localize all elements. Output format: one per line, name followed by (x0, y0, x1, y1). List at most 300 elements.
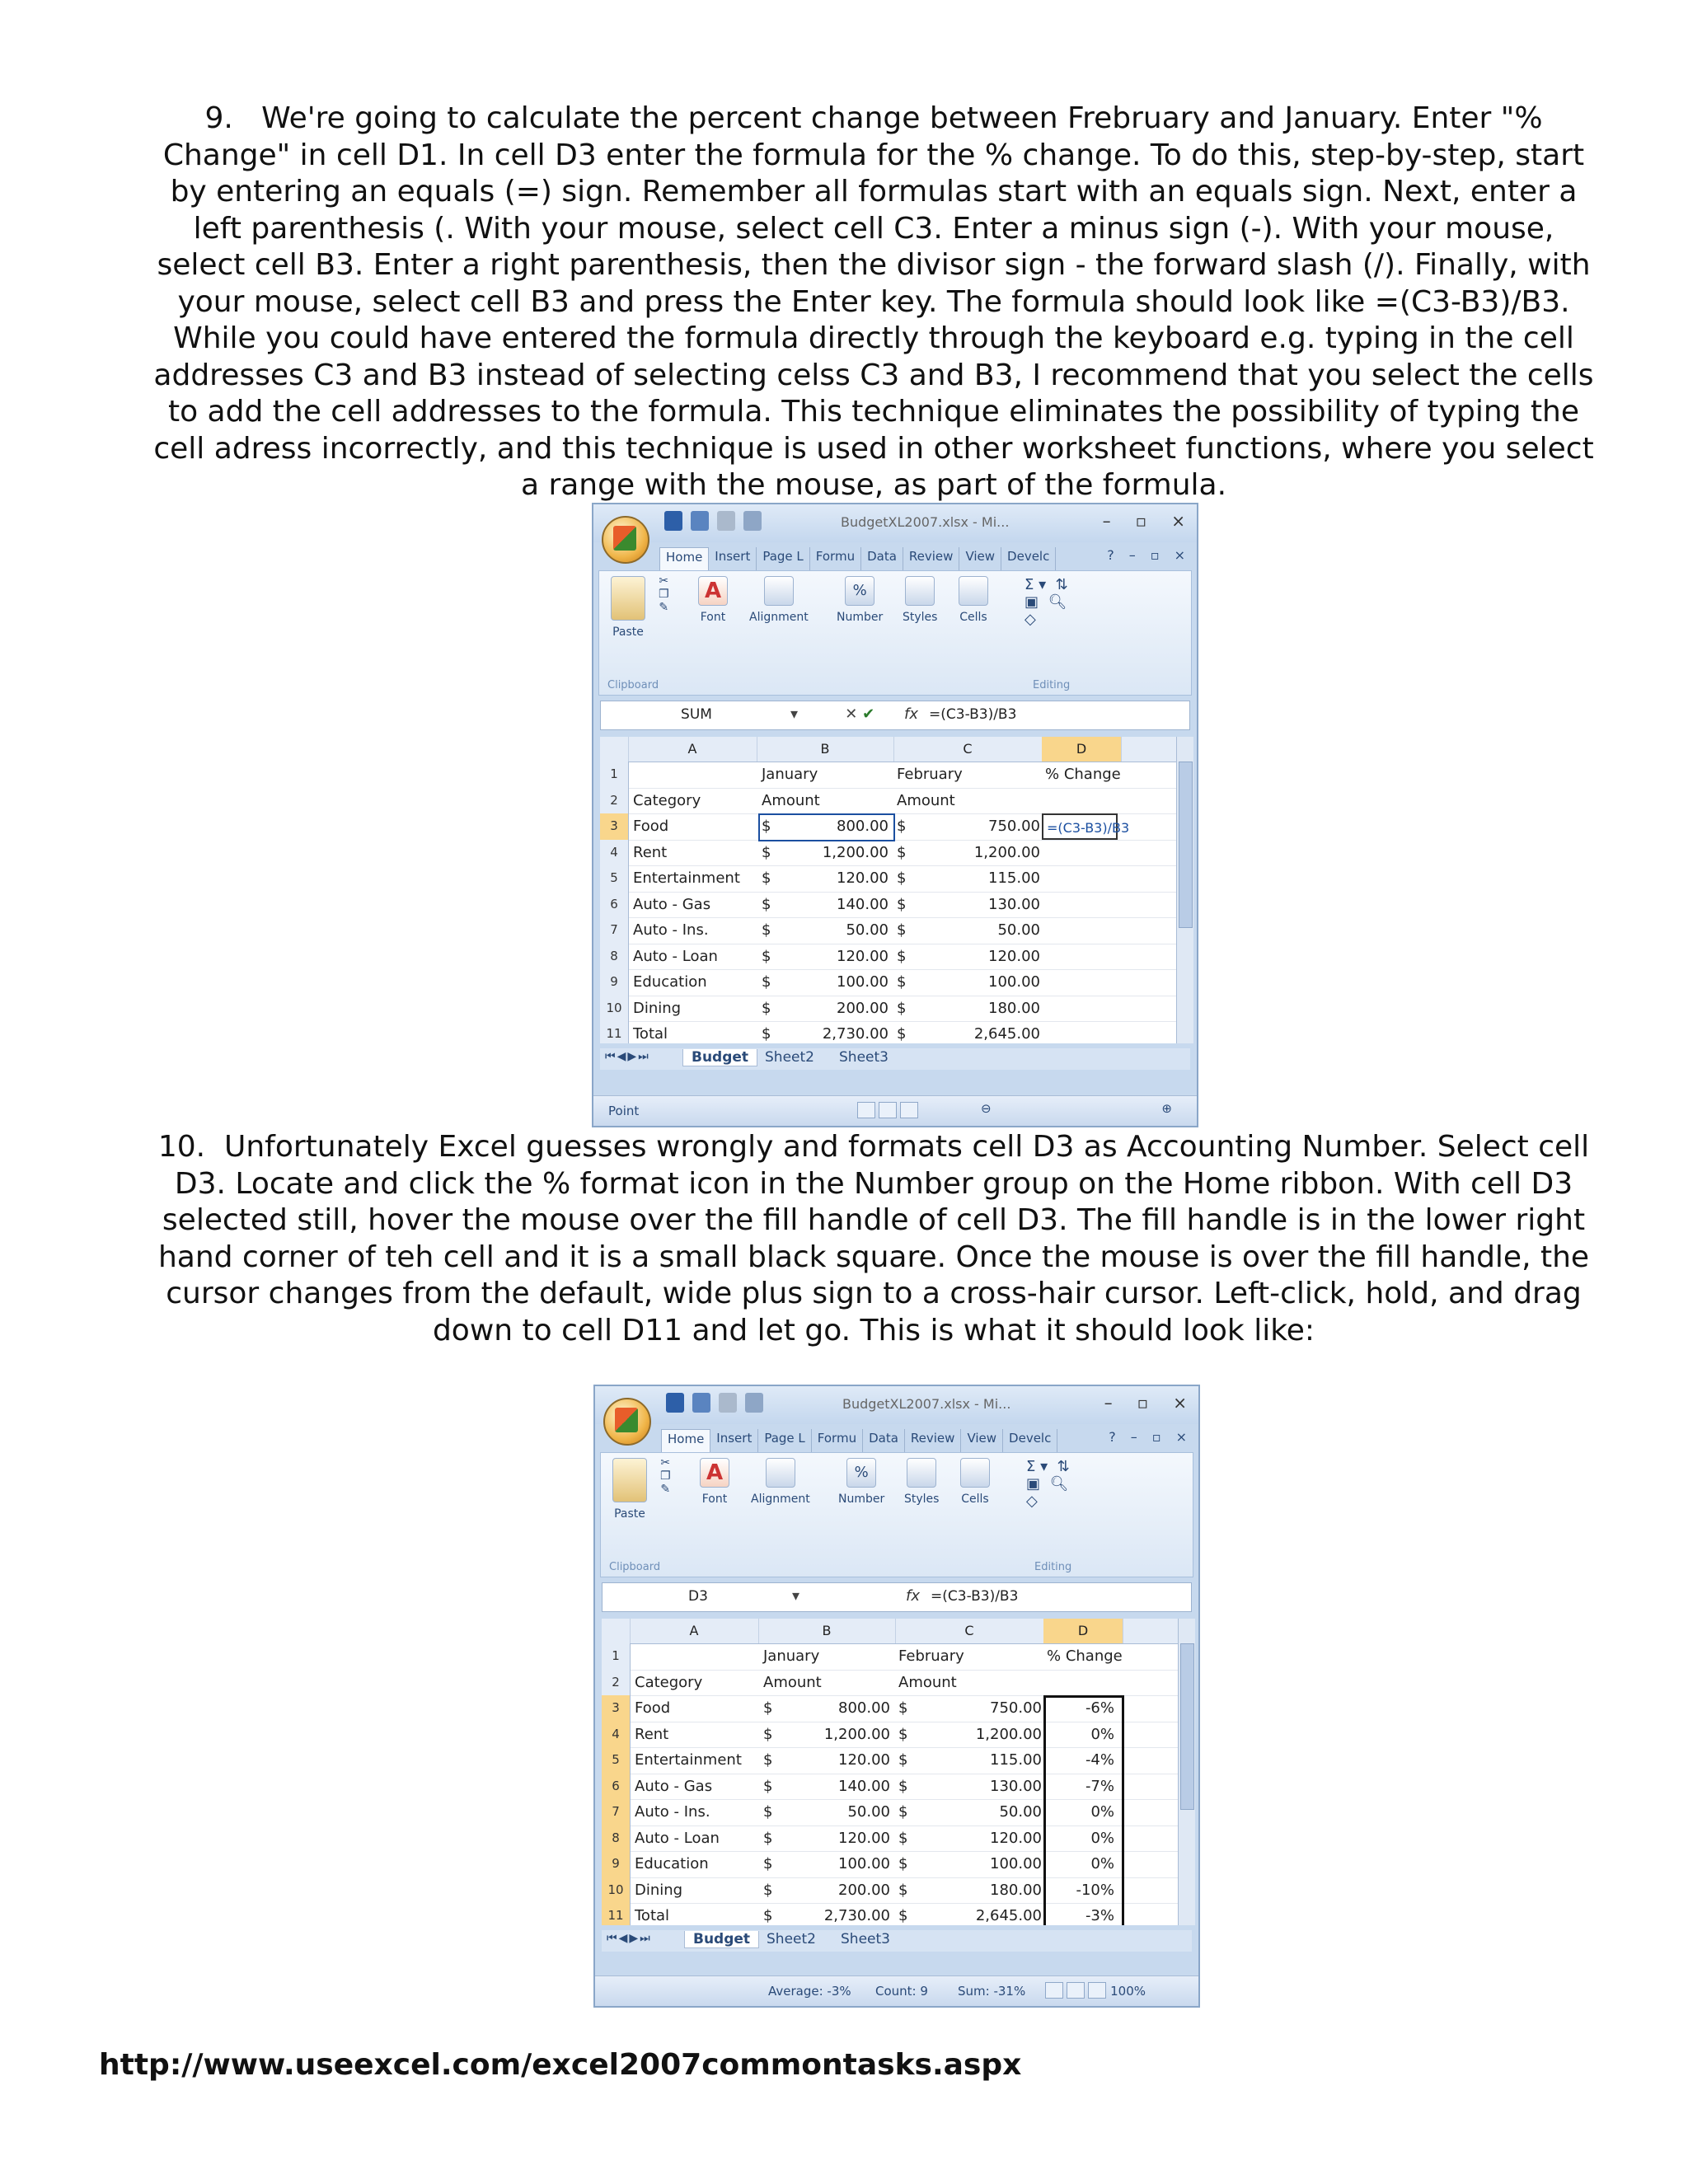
cell-editing-formula[interactable]: =(C3-B3)/B3 (1042, 813, 1118, 840)
cell-category[interactable]: Dining (633, 999, 682, 1017)
status-bar (595, 1975, 1198, 2006)
table-row (600, 892, 1177, 919)
cell-february-amount[interactable]: 120.00 (990, 1829, 1042, 1847)
cells-icon (960, 1458, 990, 1488)
styles-label: Styles (903, 611, 938, 624)
cell-february-amount[interactable]: 115.00 (988, 869, 1040, 887)
editing-buttons (1026, 1458, 1070, 1510)
cell-january-amount[interactable]: 120.00 (838, 1751, 890, 1769)
column-header-d[interactable]: D (1042, 737, 1122, 762)
autosum-icon[interactable]: Σ ▾ (1026, 1458, 1048, 1475)
clipboard-small-buttons (659, 574, 669, 614)
sheet-nav-arrows[interactable]: ⏮◀▶⏭ (605, 1050, 650, 1063)
clear-icon[interactable]: ◇ (1025, 611, 1036, 628)
office-button[interactable] (602, 516, 649, 564)
currency-symbol: $ (762, 973, 771, 991)
find-icon[interactable]: 🔍︎ (1049, 1475, 1069, 1493)
status-bar (593, 1095, 1197, 1126)
close-icon[interactable]: × (1175, 1429, 1187, 1445)
row-header[interactable]: 5 (600, 865, 629, 892)
excel-window-formula-entry (592, 503, 1198, 1127)
cell-category[interactable]: Dining (635, 1881, 683, 1899)
cell-february-amount[interactable]: 130.00 (988, 895, 1040, 913)
format-painter-icon[interactable]: ✎ (660, 1483, 671, 1496)
status-average: Average: -3% (768, 1984, 851, 1999)
cell-january-amount[interactable]: 120.00 (837, 947, 889, 965)
table-row (602, 1695, 1179, 1722)
page-layout-view-icon[interactable] (879, 1102, 897, 1118)
percent-icon: % (845, 576, 874, 606)
cell-january-amount[interactable]: 1,200.00 (822, 843, 889, 861)
number-label: Number (837, 611, 884, 624)
currency-symbol: $ (897, 947, 907, 965)
page-break-view-icon[interactable] (1088, 1982, 1106, 1999)
table-row (600, 996, 1177, 1023)
cell-category[interactable] (633, 762, 757, 788)
row-header[interactable]: 8 (600, 944, 629, 970)
customize-icon[interactable] (745, 1393, 763, 1413)
row-header[interactable]: 9 (600, 969, 629, 996)
tab-formulas[interactable]: Formu (812, 1429, 863, 1452)
cell-february-amount[interactable]: 130.00 (990, 1777, 1042, 1795)
row-header[interactable]: 6 (602, 1774, 631, 1800)
formula-bar (600, 701, 1190, 730)
insert-function-icon[interactable]: fx (906, 1587, 920, 1605)
column-header-c[interactable]: C (895, 1619, 1044, 1643)
cell-percent-change[interactable]: -3% (1085, 1907, 1114, 1924)
help-icon[interactable]: ? (1107, 547, 1114, 563)
cell-february-amount[interactable]: 180.00 (990, 1881, 1042, 1899)
cut-icon[interactable]: ✂ (659, 574, 669, 588)
row-header[interactable]: 2 (600, 788, 629, 814)
cell-january-amount[interactable]: 2,730.00 (823, 1907, 890, 1924)
cell-category[interactable] (635, 1643, 758, 1670)
cell-category[interactable]: Auto - Loan (633, 947, 718, 965)
cell-category[interactable]: Total (633, 1025, 668, 1043)
table-row (602, 1903, 1179, 1925)
styles-icon (905, 576, 935, 606)
cell-january-amount[interactable]: 120.00 (838, 1829, 890, 1847)
tab-review[interactable]: Review (905, 1429, 962, 1452)
cell-category[interactable]: Food (633, 818, 669, 835)
cell-february-amount[interactable]: 100.00 (988, 973, 1040, 991)
close-icon[interactable]: × (1173, 1393, 1187, 1413)
cell-header-b[interactable]: January (762, 766, 818, 783)
tab-page-layout[interactable]: Page L (757, 547, 809, 570)
editing-group-label: Editing (1034, 1561, 1072, 1573)
tab-formulas[interactable]: Formu (810, 547, 861, 570)
cell-category[interactable]: Auto - Ins. (633, 921, 709, 939)
paste-label: Paste (612, 626, 644, 639)
alignment-group-button[interactable] (751, 1458, 810, 1506)
minimize-icon[interactable]: – (1128, 547, 1136, 563)
zoom-level[interactable]: 100% (1110, 1984, 1146, 1999)
cell-january-amount[interactable]: 800.00 (837, 818, 889, 835)
currency-symbol: $ (898, 1907, 908, 1924)
currency-symbol: $ (763, 1881, 773, 1899)
vertical-scrollbar[interactable] (1176, 737, 1193, 1043)
ribbon-window-controls (1107, 547, 1185, 563)
minimize-icon[interactable]: – (1104, 1393, 1113, 1413)
cell-february-amount[interactable]: 180.00 (988, 999, 1040, 1017)
table-row (602, 1722, 1179, 1749)
maximize-icon[interactable]: ▫ (1137, 1393, 1149, 1413)
formula-input[interactable]: =(C3-B3)/B3 (929, 706, 1017, 723)
cell-category[interactable]: Category (633, 791, 701, 809)
help-icon[interactable]: ? (1109, 1429, 1116, 1445)
currency-symbol: $ (897, 895, 907, 913)
column-header-a[interactable]: A (630, 1619, 759, 1643)
formula-bar-buttons: ▾ (792, 1587, 800, 1605)
status-count: Count: 9 (875, 1984, 928, 1999)
currency-symbol: $ (898, 1725, 908, 1743)
currency-symbol: $ (898, 1829, 908, 1847)
tab-developer[interactable]: Develc (1001, 547, 1056, 570)
tab-insert[interactable]: Insert (709, 547, 757, 570)
column-header-b[interactable]: B (758, 1619, 896, 1643)
copy-icon[interactable]: ❐ (659, 588, 669, 601)
fill-icon[interactable]: ▣ (1025, 593, 1039, 611)
cell-january-amount[interactable]: 100.00 (837, 973, 889, 991)
ribbon-tabs (661, 1429, 1057, 1453)
styles-group-button[interactable] (903, 576, 937, 624)
cell-percent-change[interactable]: 0% (1090, 1725, 1114, 1743)
table-row (600, 969, 1177, 996)
fill-icon[interactable]: ▣ (1026, 1475, 1041, 1493)
sheet-nav-arrows[interactable]: ⏮◀▶⏭ (607, 1932, 652, 1945)
cell-february-amount[interactable]: 1,200.00 (975, 1725, 1042, 1743)
save-icon[interactable] (666, 1393, 684, 1413)
autosum-icon[interactable]: Σ ▾ (1025, 576, 1047, 593)
cell-category[interactable]: Education (635, 1855, 709, 1872)
row-header[interactable]: 9 (602, 1851, 631, 1877)
cell-percent-change[interactable]: 0% (1090, 1829, 1114, 1847)
cell-category[interactable]: Auto - Loan (635, 1829, 720, 1847)
name-box[interactable]: SUM (681, 706, 712, 723)
find-icon[interactable]: 🔍︎ (1048, 593, 1067, 611)
currency-symbol: $ (762, 895, 771, 913)
page-break-view-icon[interactable] (900, 1102, 918, 1118)
cell-percent-change[interactable]: -4% (1085, 1751, 1114, 1769)
cell-header-c[interactable]: February (898, 1647, 964, 1665)
tab-data[interactable]: Data (861, 547, 903, 570)
currency-symbol: $ (762, 869, 771, 887)
cell-category[interactable]: Auto - Gas (635, 1777, 713, 1795)
window-controls (1103, 511, 1185, 531)
currency-symbol: $ (897, 869, 907, 887)
cell-january-amount[interactable]: 100.00 (838, 1855, 890, 1872)
select-all-corner[interactable] (602, 1619, 631, 1643)
paste-button[interactable] (611, 576, 645, 639)
insert-function-icon[interactable]: fx (904, 705, 918, 723)
formula-input[interactable]: =(C3-B3)/B3 (931, 1588, 1019, 1605)
currency-symbol: $ (762, 1025, 771, 1043)
cell-january-amount[interactable]: 2,730.00 (822, 1025, 889, 1043)
page-layout-view-icon[interactable] (1067, 1982, 1085, 1999)
cell-category[interactable]: Total (635, 1907, 670, 1924)
cut-icon[interactable]: ✂ (660, 1456, 671, 1469)
cell-february-amount[interactable]: 115.00 (990, 1751, 1042, 1769)
row-header[interactable]: 5 (602, 1747, 631, 1774)
font-group-button[interactable] (700, 1458, 729, 1506)
ribbon-tabs (659, 547, 1056, 571)
row-header[interactable]: 10 (602, 1877, 631, 1904)
zoom-out-icon[interactable]: ⊖ (981, 1101, 992, 1116)
tab-page-layout[interactable]: Page L (758, 1429, 811, 1452)
step-number: 9. (204, 101, 233, 135)
ribbon (598, 570, 1192, 696)
cell-february-amount[interactable]: 750.00 (988, 818, 1040, 835)
step-text: We're going to calculate the percent change between Frebruary and January. Enter "% Change" in cell D1. In cell D3 enter the formula for the % change. To do this, step-by-step, start by entering an equals (=) sign. Remember all formulas start with an equals sign. Next, enter a left parenthesis (. With your mouse, select cell C3. Enter a minus sign (-). With your mouse, select cell B3. Enter a right parenthesis, then the divisor sign - the forward slash (/). Finally, with your mouse, select cell B3 and press the Enter key. The formula should look like =(C3-B3)/B3. While you could have entered the formula directly through the keyboard e.g. typing in the cell addresses C3 and B3 instead of selecting celss C3 and B3, I recommend that you select the cells to add the cell addresses to the formula. This technique eliminates the possibility of typing the cell adress incorrectly, and this technique is used in other worksheet functions, where you select a range with the mouse, as part of the formula. (153, 101, 1594, 502)
table-row (600, 762, 1177, 789)
row-header[interactable]: 11 (600, 1021, 629, 1043)
cell-header-c[interactable]: Amount (898, 1673, 957, 1691)
tab-insert[interactable]: Insert (710, 1429, 758, 1452)
currency-symbol: $ (897, 999, 907, 1017)
currency-symbol: $ (898, 1699, 908, 1717)
customize-icon[interactable] (743, 511, 762, 531)
table-row (600, 788, 1177, 815)
cell-percent-change[interactable]: -6% (1085, 1699, 1114, 1717)
cells-group-button[interactable] (959, 576, 988, 624)
cell-february-amount[interactable]: 50.00 (999, 1803, 1042, 1821)
scroll-thumb[interactable] (1180, 1643, 1194, 1810)
row-header[interactable]: 11 (602, 1903, 631, 1925)
cell-category[interactable]: Auto - Gas (633, 895, 711, 913)
cancel-icon[interactable]: ✕ (845, 705, 858, 723)
step-text: Unfortunately Excel guesses wrongly and formats cell D3 as Accounting Number. Select cell D3. Locate and click the % format icon in the Number group on the Home ribbon. With cell D3 selected still, hover the mouse over the fill handle of cell D3. The fill handle is in the lower right hand corner of teh cell and it is a small black square. Once the mouse is over the fill handle, the cursor changes from the default, wide plus sign to a cross-hair cursor. Left-click, hold, and drag down to cell D11 and let go. This is what it should look like: (157, 1130, 1590, 1347)
table-row (602, 1877, 1179, 1905)
paste-icon (612, 1458, 647, 1502)
column-header-a[interactable]: A (628, 737, 757, 762)
name-box[interactable]: D3 (688, 1588, 708, 1605)
font-icon: A (698, 576, 728, 606)
tab-developer[interactable]: Develc (1003, 1429, 1057, 1452)
tab-view[interactable]: View (961, 1429, 1003, 1452)
cell-january-amount[interactable]: 800.00 (838, 1699, 890, 1717)
cell-january-amount[interactable]: 140.00 (837, 895, 889, 913)
title-bar (595, 1386, 1198, 1424)
row-header[interactable]: 8 (602, 1825, 631, 1852)
tab-home[interactable]: Home (661, 1429, 710, 1453)
cell-header-c[interactable]: February (897, 766, 963, 783)
cells-group-button[interactable] (960, 1458, 990, 1506)
row-header[interactable]: 2 (602, 1670, 631, 1696)
column-header-row (600, 737, 1177, 762)
status-sum: Sum: -31% (958, 1984, 1026, 1999)
row-header[interactable]: 6 (600, 892, 629, 918)
cell-category[interactable]: Entertainment (635, 1751, 742, 1769)
alignment-group-button[interactable] (749, 576, 809, 624)
quick-access-toolbar (664, 511, 762, 531)
format-painter-icon[interactable]: ✎ (659, 601, 669, 614)
row-header[interactable]: 7 (602, 1799, 631, 1825)
formula-bar-buttons: ▾ ✕ ✔ (790, 705, 875, 723)
ribbon (600, 1452, 1193, 1577)
tab-home[interactable]: Home (659, 547, 709, 571)
column-header-b[interactable]: B (757, 737, 894, 762)
sort-filter-icon[interactable]: ⇅ (1055, 576, 1068, 593)
alignment-label: Alignment (751, 1493, 810, 1506)
tab-data[interactable]: Data (863, 1429, 905, 1452)
cell-february-amount[interactable]: 2,645.00 (975, 1907, 1042, 1924)
ribbon-window-controls (1109, 1429, 1187, 1445)
currency-symbol: $ (763, 1855, 773, 1872)
sheet-tab-sheet2[interactable]: Sheet2 (765, 1049, 814, 1066)
undo-icon[interactable] (692, 1393, 710, 1413)
paste-label: Paste (614, 1507, 645, 1521)
clipboard-group-label: Clipboard (609, 1561, 661, 1573)
status-mode: Point (608, 1104, 640, 1118)
cell-february-amount[interactable]: 100.00 (990, 1855, 1042, 1872)
table-row (602, 1799, 1179, 1826)
cell-january-amount[interactable]: 120.00 (837, 869, 889, 887)
cell-category[interactable]: Rent (635, 1725, 669, 1743)
table-row (602, 1643, 1179, 1671)
currency-symbol: $ (763, 1777, 773, 1795)
cell-percent-change[interactable]: -7% (1085, 1777, 1114, 1795)
cell-january-amount[interactable]: 200.00 (838, 1881, 890, 1899)
close-icon[interactable]: × (1174, 547, 1185, 563)
cell-february-amount[interactable]: 50.00 (997, 921, 1040, 939)
cell-february-amount[interactable]: 120.00 (988, 947, 1040, 965)
row-header[interactable]: 1 (600, 762, 629, 788)
currency-symbol: $ (763, 1829, 773, 1847)
alignment-label: Alignment (749, 611, 809, 624)
sheet-tab-sheet3[interactable]: Sheet3 (839, 1049, 889, 1066)
clipboard-group-label: Clipboard (607, 679, 659, 691)
vertical-scrollbar[interactable] (1178, 1619, 1195, 1925)
sheet-tab-sheet3[interactable]: Sheet3 (841, 1931, 890, 1947)
number-group-button[interactable] (838, 1458, 884, 1506)
sheet-tab-sheet2[interactable]: Sheet2 (767, 1931, 816, 1947)
currency-symbol: $ (762, 921, 771, 939)
currency-symbol: $ (898, 1803, 908, 1821)
restore-icon[interactable]: ▫ (1150, 547, 1160, 563)
clear-icon[interactable]: ◇ (1026, 1493, 1038, 1510)
cell-january-amount[interactable]: 1,200.00 (823, 1725, 890, 1743)
normal-view-icon[interactable] (1045, 1982, 1063, 1999)
currency-symbol: $ (762, 818, 771, 835)
worksheet-grid[interactable] (602, 1619, 1192, 1925)
font-icon: A (700, 1458, 729, 1488)
cell-category[interactable]: Category (635, 1673, 703, 1691)
font-group-button[interactable] (698, 576, 728, 624)
undo-icon[interactable] (691, 511, 709, 531)
normal-view-icon[interactable] (857, 1102, 875, 1118)
zoom-in-icon[interactable]: ⊕ (1161, 1101, 1172, 1116)
number-group-button[interactable] (837, 576, 883, 624)
font-label: Font (700, 611, 726, 624)
cell-february-amount[interactable]: 750.00 (990, 1699, 1042, 1717)
number-label: Number (838, 1493, 885, 1506)
currency-symbol: $ (763, 1803, 773, 1821)
cell-category[interactable]: Food (635, 1699, 671, 1717)
cell-header-b[interactable]: Amount (763, 1673, 822, 1691)
step-10-paragraph (148, 1129, 1599, 1349)
close-icon[interactable]: × (1171, 511, 1185, 531)
cells-icon (959, 576, 988, 606)
source-url[interactable]: http://www.useexcel.com/excel2007commontasks.aspx (99, 2048, 1022, 2082)
row-header[interactable]: 10 (600, 996, 629, 1022)
cell-january-amount[interactable]: 50.00 (846, 921, 889, 939)
row-header[interactable]: 3 (602, 1695, 631, 1722)
row-header[interactable]: 1 (602, 1643, 631, 1670)
currency-symbol: $ (762, 947, 771, 965)
row-header[interactable]: 3 (600, 813, 629, 840)
paste-button[interactable] (612, 1458, 647, 1521)
enter-icon[interactable]: ✔ (862, 705, 875, 723)
cell-january-amount[interactable]: 50.00 (847, 1803, 890, 1821)
cell-category[interactable]: Auto - Ins. (635, 1803, 710, 1821)
cell-january-amount[interactable]: 200.00 (837, 999, 889, 1017)
cell-header-d[interactable]: % Change (1045, 766, 1121, 783)
sheet-tab-budget[interactable]: Budget (684, 1931, 759, 1948)
sort-filter-icon[interactable]: ⇅ (1057, 1458, 1070, 1475)
table-row (602, 1825, 1179, 1853)
table-row (600, 865, 1177, 893)
tab-view[interactable]: View (959, 547, 1001, 570)
save-icon[interactable] (664, 511, 682, 531)
minimize-icon[interactable]: – (1130, 1429, 1137, 1445)
maximize-icon[interactable]: ▫ (1135, 511, 1147, 531)
column-header-c[interactable]: C (893, 737, 1043, 762)
cell-header-b[interactable]: January (763, 1647, 820, 1665)
cell-percent-change[interactable]: 0% (1090, 1855, 1114, 1872)
cell-january-amount[interactable]: 140.00 (838, 1777, 890, 1795)
styles-group-button[interactable] (904, 1458, 939, 1506)
scroll-thumb[interactable] (1179, 762, 1193, 928)
office-button[interactable] (603, 1398, 651, 1446)
row-header[interactable]: 7 (600, 917, 629, 944)
cell-percent-change[interactable]: -10% (1076, 1881, 1114, 1899)
cell-header-d[interactable]: % Change (1047, 1647, 1123, 1665)
currency-symbol: $ (897, 921, 907, 939)
tab-review[interactable]: Review (903, 547, 960, 570)
worksheet-grid[interactable] (600, 737, 1190, 1043)
cell-header-b[interactable]: Amount (762, 791, 820, 809)
row-header[interactable]: 4 (600, 840, 629, 866)
cell-percent-change[interactable]: 0% (1090, 1803, 1114, 1821)
column-header-d[interactable]: D (1043, 1619, 1123, 1643)
restore-icon[interactable]: ▫ (1151, 1429, 1161, 1445)
cell-february-amount[interactable]: 2,645.00 (973, 1025, 1040, 1043)
table-row (602, 1670, 1179, 1697)
sheet-tabs (600, 1048, 1190, 1070)
select-all-corner[interactable] (600, 737, 629, 762)
window-title: BudgetXL2007.xlsx - Mi... (841, 514, 1010, 530)
currency-symbol: $ (898, 1777, 908, 1795)
styles-icon (907, 1458, 936, 1488)
copy-icon[interactable]: ❐ (660, 1469, 671, 1483)
redo-icon[interactable] (717, 511, 735, 531)
table-row (602, 1851, 1179, 1878)
cells-label: Cells (961, 1493, 989, 1506)
styles-label: Styles (904, 1493, 940, 1506)
table-row (600, 944, 1177, 971)
currency-symbol: $ (898, 1751, 908, 1769)
cell-category[interactable]: Education (633, 973, 707, 991)
sheet-tab-budget[interactable]: Budget (682, 1049, 757, 1066)
redo-icon[interactable] (719, 1393, 737, 1413)
cell-category[interactable]: Rent (633, 843, 668, 861)
cell-category[interactable]: Entertainment (633, 869, 740, 887)
cell-february-amount[interactable]: 1,200.00 (973, 843, 1040, 861)
row-header[interactable]: 4 (602, 1722, 631, 1748)
minimize-icon[interactable]: – (1102, 511, 1111, 531)
cell-header-c[interactable]: Amount (897, 791, 955, 809)
currency-symbol: $ (763, 1907, 773, 1924)
